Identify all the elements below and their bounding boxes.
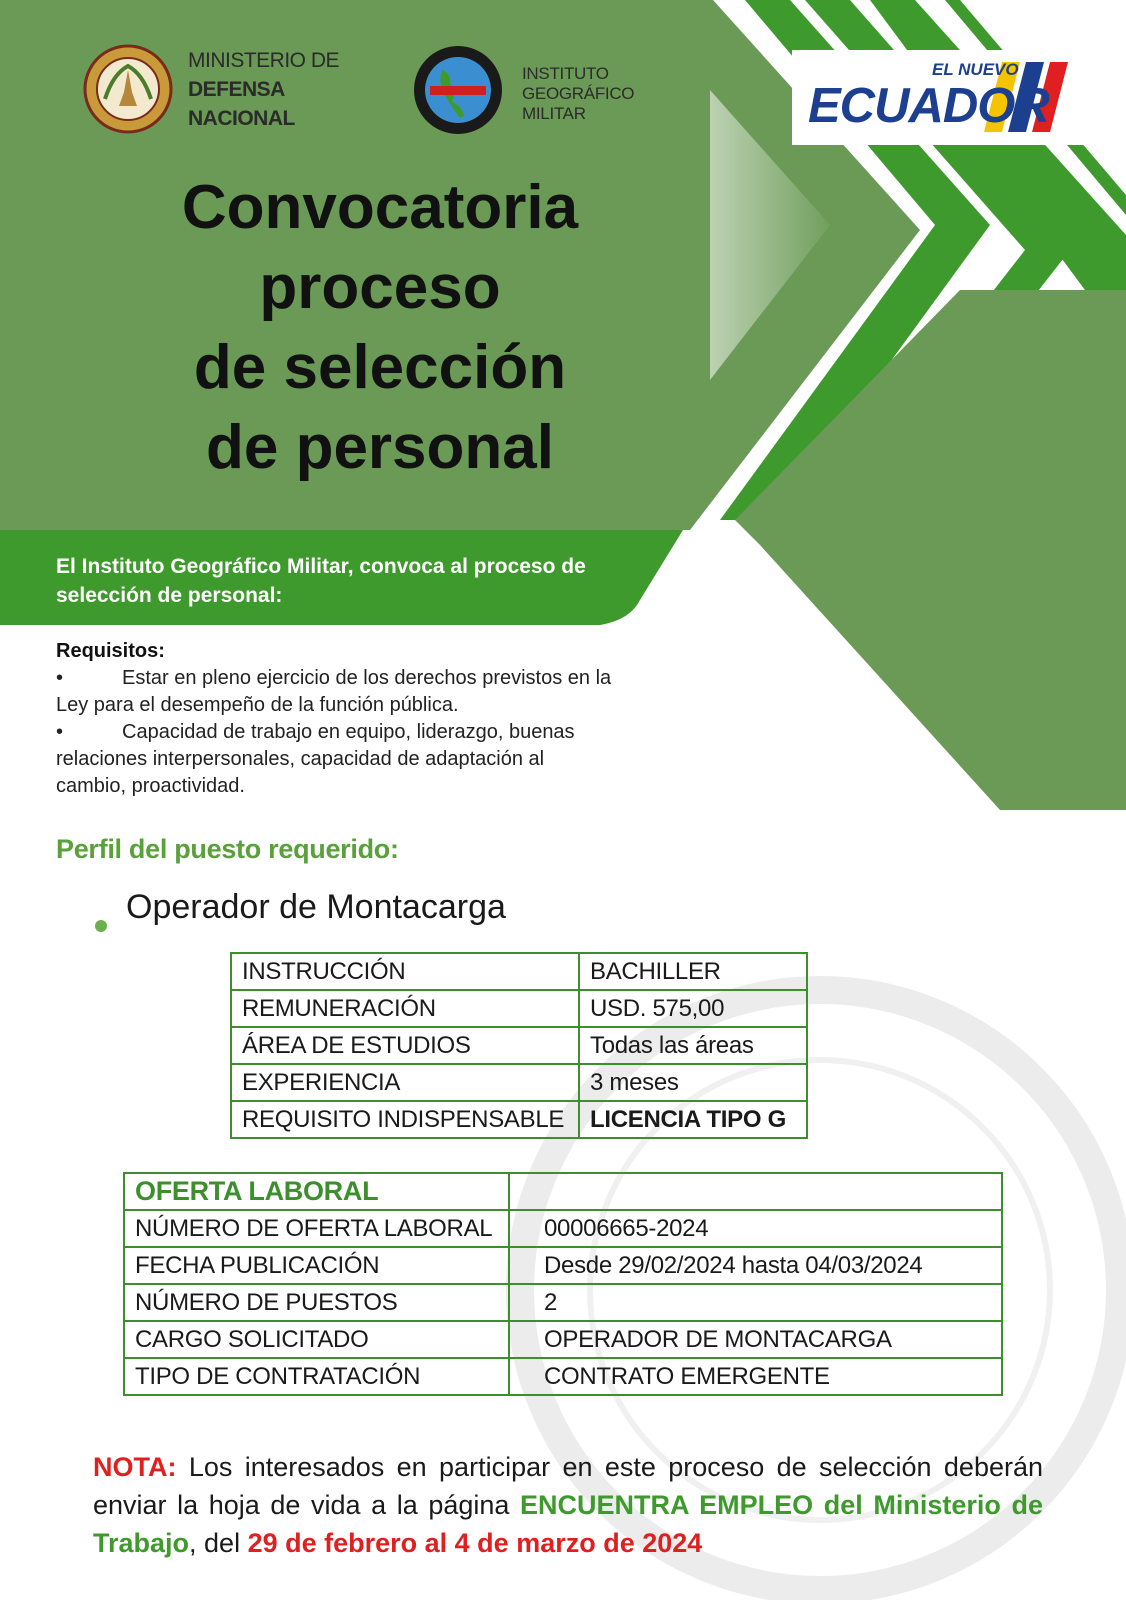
table-row bbox=[124, 1358, 1002, 1395]
title-line-2: proceso bbox=[259, 253, 501, 322]
offer-label: FECHA PUBLICACIÓN bbox=[124, 1247, 509, 1284]
title-line-1: Convocatoria bbox=[181, 173, 579, 242]
offer-label: TIPO DE CONTRATACIÓN bbox=[124, 1358, 509, 1395]
profile-value: LICENCIA TIPO G bbox=[579, 1101, 807, 1138]
igm-name bbox=[522, 64, 634, 124]
requirement-item bbox=[56, 665, 756, 719]
profile-value: BACHILLER bbox=[579, 953, 807, 990]
note-label: NOTA: bbox=[93, 1452, 177, 1482]
profile-value: Todas las áreas bbox=[579, 1027, 807, 1064]
brand-small-text: EL NUEVO bbox=[932, 60, 1019, 79]
note-text-2: , del bbox=[189, 1528, 248, 1558]
profile-label: REQUISITO INDISPENSABLE bbox=[231, 1101, 579, 1138]
requirement-text-cont: cambio, proactividad. bbox=[56, 775, 245, 797]
offer-value: 2 bbox=[509, 1284, 1002, 1321]
profile-value: USD. 575,00 bbox=[579, 990, 807, 1027]
requirement-text: Capacidad de trabajo en equipo, liderazgo, buenas bbox=[122, 721, 575, 743]
offer-value: Desde 29/02/2024 hasta 04/03/2024 bbox=[509, 1247, 1002, 1284]
mindef-line-2: DEFENSA bbox=[188, 78, 285, 101]
ministry-defense-seal bbox=[83, 44, 173, 134]
igm-seal bbox=[412, 44, 504, 136]
requirement-text-cont: Ley para el desempeño de la función pública. bbox=[56, 694, 459, 716]
mindef-line-1: MINISTERIO DE bbox=[188, 49, 340, 72]
note-dates: 29 de febrero al 4 de marzo de 2024 bbox=[247, 1528, 703, 1558]
profile-label: EXPERIENCIA bbox=[231, 1064, 579, 1101]
profile-label: REMUNERACIÓN bbox=[231, 990, 579, 1027]
table-header-row bbox=[124, 1173, 1002, 1210]
note-paragraph bbox=[93, 1448, 1043, 1562]
bullet: • bbox=[56, 667, 64, 689]
table-row bbox=[231, 1064, 807, 1101]
note-highlight: ENCUENTRA EMPLEO del Ministerio de Trabajo bbox=[93, 1490, 1043, 1558]
offer-label: NÚMERO DE OFERTA LABORAL bbox=[124, 1210, 509, 1247]
position-name: Operador de Montacarga bbox=[126, 888, 506, 926]
profile-value: 3 meses bbox=[579, 1064, 807, 1101]
igm-line-1: INSTITUTO bbox=[522, 64, 609, 83]
title-line-4: de personal bbox=[206, 413, 554, 482]
brand-big-text: ECUADOR bbox=[808, 79, 1049, 133]
offer-table-header: OFERTA LABORAL bbox=[124, 1173, 509, 1210]
table-row bbox=[124, 1247, 1002, 1284]
table-row bbox=[124, 1284, 1002, 1321]
table-row bbox=[124, 1321, 1002, 1358]
requirement-text-cont: relaciones interpersonales, capacidad de adaptación al bbox=[56, 748, 545, 770]
requirements-title: Requisitos: bbox=[56, 640, 165, 662]
offer-value: CONTRATO EMERGENTE bbox=[509, 1358, 1002, 1395]
profile-table bbox=[230, 952, 808, 1139]
note-text: Los interesados en participar en este proceso de selección deberán enviar la hoja de vida a la página bbox=[93, 1452, 1043, 1520]
table-row bbox=[231, 1101, 807, 1138]
table-row bbox=[231, 1027, 807, 1064]
offer-label: NÚMERO DE PUESTOS bbox=[124, 1284, 509, 1321]
profile-title: Perfil del puesto requerido: bbox=[56, 834, 399, 864]
page-title bbox=[120, 168, 640, 488]
mindef-line-3: NACIONAL bbox=[188, 107, 295, 130]
offer-table-header-empty bbox=[509, 1173, 1002, 1210]
igm-line-2: GEOGRÁFICO bbox=[522, 84, 635, 103]
offer-value: OPERADOR DE MONTACARGA bbox=[509, 1321, 1002, 1358]
requirement-text: Estar en pleno ejercicio de los derechos previstos en la bbox=[122, 667, 612, 689]
offer-label: CARGO SOLICITADO bbox=[124, 1321, 509, 1358]
title-line-3: de selección bbox=[193, 333, 567, 402]
profile-label: ÁREA DE ESTUDIOS bbox=[231, 1027, 579, 1064]
offer-value: 00006665-2024 bbox=[509, 1210, 1002, 1247]
intro-banner-text: El Instituto Geográfico Militar, convoca al proceso de selección de personal: bbox=[56, 555, 586, 607]
offer-table bbox=[123, 1172, 1003, 1396]
requirement-item bbox=[56, 719, 756, 800]
table-row bbox=[231, 953, 807, 990]
bullet-dot-icon bbox=[95, 920, 107, 932]
igm-line-3: MILITAR bbox=[522, 104, 586, 123]
table-row bbox=[231, 990, 807, 1027]
ministry-defense-name bbox=[188, 46, 339, 133]
bullet: • bbox=[56, 721, 64, 743]
profile-label: INSTRUCCIÓN bbox=[231, 953, 579, 990]
table-row bbox=[124, 1210, 1002, 1247]
